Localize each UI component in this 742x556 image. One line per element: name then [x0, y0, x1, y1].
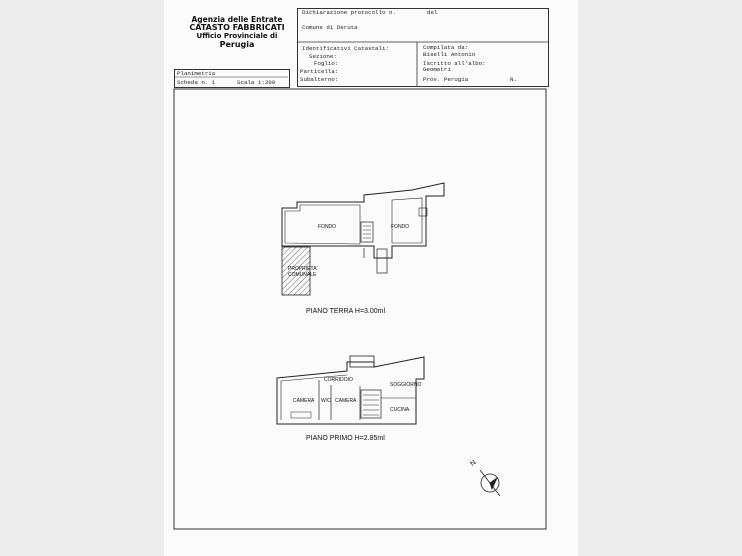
- n-label: N.: [510, 76, 517, 83]
- room-camera-2: CAMERA: [335, 398, 357, 404]
- ufficio-label: Ufficio Provinciale di: [196, 32, 278, 41]
- room-corridoio: CORRIDOIO: [324, 377, 353, 383]
- first-floor-label: PIANO PRIMO H=2.85ml: [306, 435, 385, 442]
- albo-value: Geometri: [423, 66, 451, 73]
- room-fondo-left: FONDO: [318, 224, 337, 230]
- room-wc: W/C: [321, 398, 331, 404]
- agency-name: Agenzia delle Entrate: [191, 15, 283, 24]
- foglio-label: Foglio:: [314, 60, 339, 67]
- dichiarazione-label: Dichiarazione protocollo n.: [302, 9, 396, 16]
- ground-floor-label: PIANO TERRA H=3.00ml: [306, 308, 386, 315]
- catasto-title: CATASTO FABBRICATI: [189, 23, 285, 33]
- scala-label: Scala 1:200: [237, 79, 276, 86]
- room-camera-1: CAMERA: [293, 398, 315, 404]
- province-name: Perugia: [219, 39, 255, 49]
- room-fondo-right: FONDO: [391, 224, 410, 230]
- particella-label: Particella:: [300, 68, 339, 75]
- proprieta-label: PROPRIETA': [288, 266, 318, 272]
- compass-rose: [480, 470, 500, 496]
- planimetria-title: Planimetria: [177, 70, 216, 77]
- room-cucina: CUCINA: [390, 407, 410, 413]
- first-floor-plan: [277, 356, 424, 424]
- comune-label: Comune di Deruta: [302, 24, 358, 31]
- scheda-label: Scheda n. 1: [177, 79, 216, 86]
- sezione-label: Sezione:: [309, 53, 337, 60]
- identificativi-title: Identificativi Catastali:: [302, 45, 389, 52]
- prov-label: Prov. Perugia: [423, 76, 469, 83]
- compiler-name: Biselli Antonio: [423, 51, 476, 58]
- del-label: del: [427, 9, 438, 16]
- document-page: [164, 0, 578, 556]
- floor-plan-drawing: [164, 0, 578, 556]
- compass-north-label: N: [469, 459, 478, 468]
- room-soggiorno: SOGGIORNO: [390, 382, 422, 388]
- comunale-label: COMUNALE: [288, 272, 317, 278]
- subalterno-label: Subalterno:: [300, 76, 339, 83]
- compilata-title: Compilata da:: [423, 44, 469, 51]
- iscritto-label: Iscritto all'albo:: [423, 60, 486, 67]
